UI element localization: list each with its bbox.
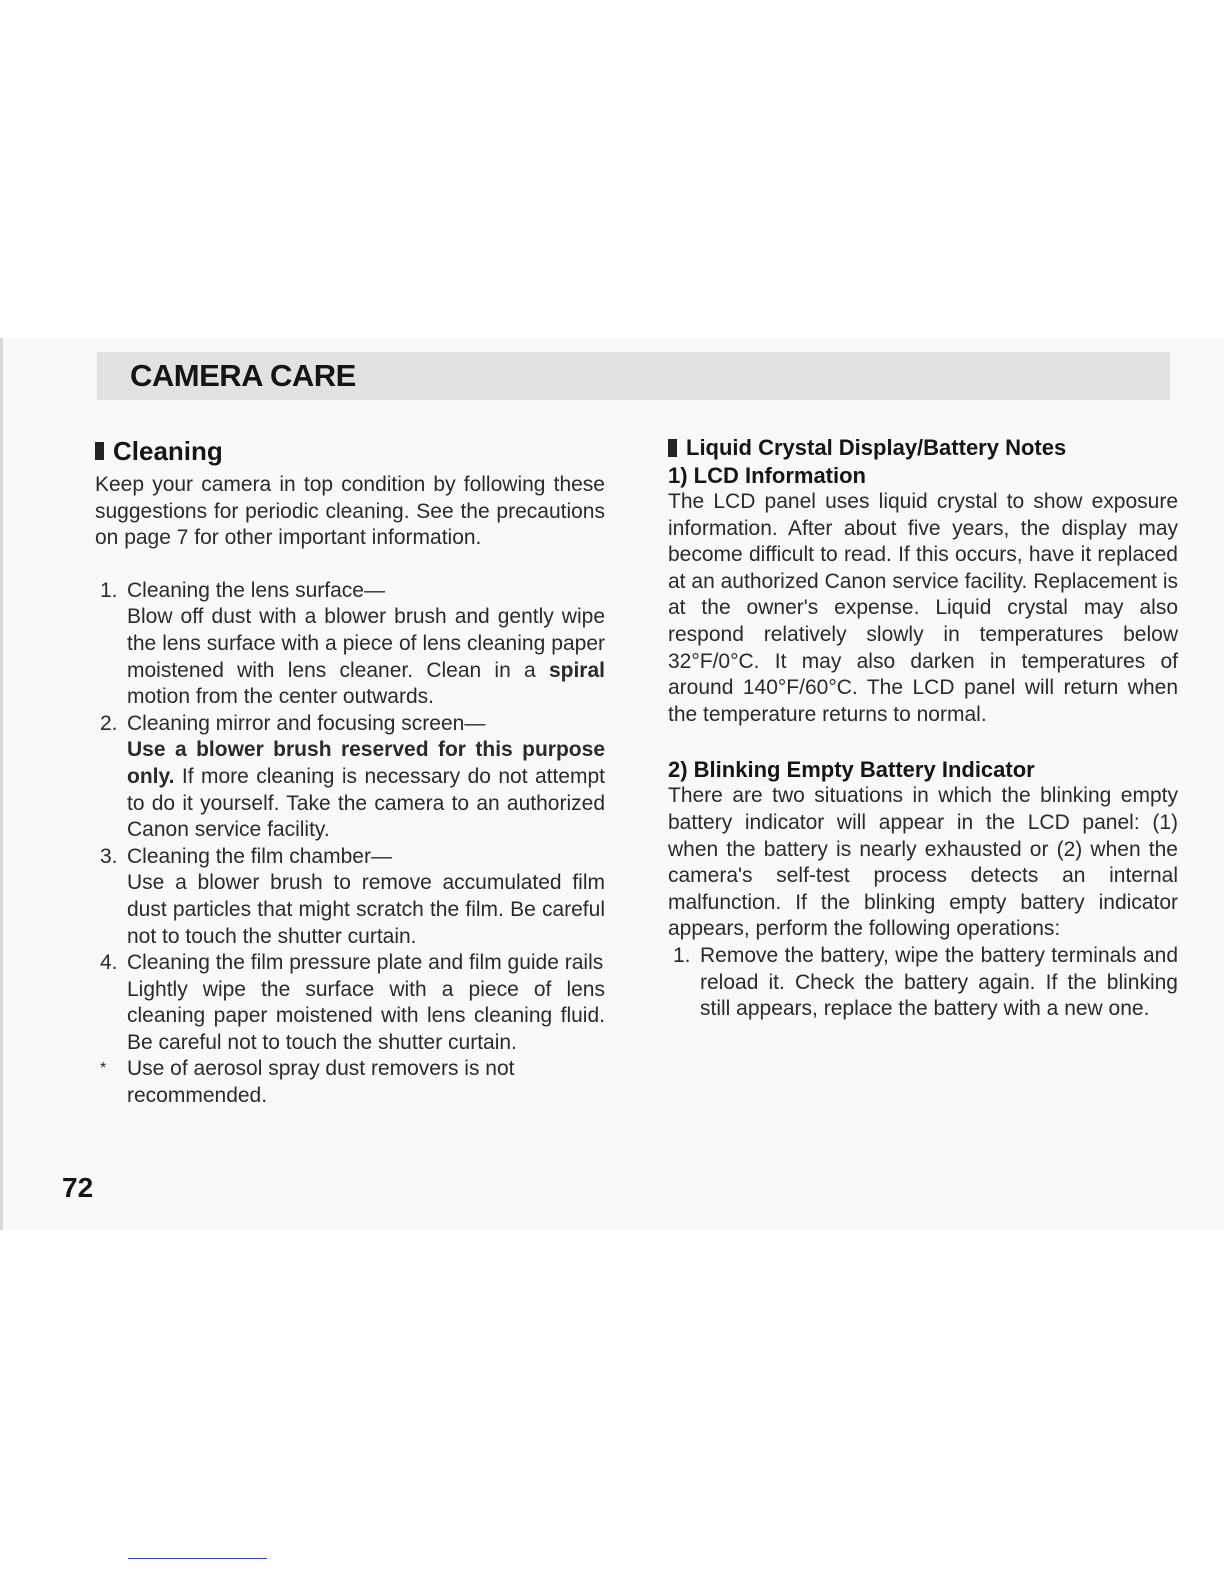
- item-heading: Cleaning the lens surface—: [127, 578, 385, 602]
- lcd-heading: [668, 434, 1178, 462]
- item-body: [127, 604, 605, 710]
- item-text: If more cleaning is necessary do not attempt to do it yourself. Take the camera to an authorized Canon service facility.: [127, 764, 605, 842]
- item-text: Blow off dust with a blower brush and gently wipe the lens surface with a piece of lens cleaning paper moistened with lens cleaner. Clean in a: [127, 605, 605, 682]
- cleaning-section: [95, 434, 605, 1110]
- item-heading: Cleaning the film pressure plate and film guide rails: [127, 951, 604, 975]
- item-heading: Cleaning mirror and focusing screen—: [127, 711, 486, 735]
- step-number: 1.: [673, 943, 691, 967]
- item-number: 1.: [100, 578, 118, 602]
- note-text: Use of aerosol spray dust removers is not recommended.: [127, 1057, 515, 1108]
- asterisk-mark: *: [100, 1060, 107, 1078]
- battery-body: There are two situations in which the blinking empty battery indicator will appear in the LCD panel: (1) when the battery is nearly exhausted or (2) when the camera's self-test process detects an internal malfunction. If the blinking empty battery indicator appears, perform the following operations:: [668, 784, 1178, 941]
- lcd-info-body: The LCD panel uses liquid crystal to show exposure information. After about five years, the display may become difficult to read. If this occurs, have it replaced at an authorized Canon service facility. Replacement is at the owner's expense. Liquid crystal may also respond relatively slowly in temperatures below 32°F/0°C. It may also darken in temperatures of around 140°F/60°C. The LCD panel will return when the temperature returns to normal.: [668, 490, 1178, 726]
- lcd-title: Liquid Crystal Display/Battery Notes: [686, 435, 1067, 460]
- battery-steps: [668, 943, 1178, 1023]
- item-number: 2.: [100, 711, 118, 735]
- list-item: [95, 578, 605, 711]
- list-item: [95, 950, 605, 1056]
- cleaning-title: Cleaning: [113, 436, 223, 466]
- footer-rule: [128, 1558, 267, 1559]
- list-item: [668, 943, 1178, 1023]
- battery-title: 2) Blinking Empty Battery Indicator: [668, 757, 1035, 783]
- item-body: Lightly wipe the surface with a piece of lens cleaning paper moistened with lens cleaning fluid. Be careful not to touch the shutter curtain.: [127, 977, 605, 1054]
- item-bold-text: spiral: [548, 658, 605, 682]
- cleaning-heading: [95, 434, 605, 468]
- lcd-battery-section: [668, 434, 1178, 1023]
- item-bold-text: Use a blower brush reserved for this purpose only.: [127, 738, 605, 788]
- square-bullet-icon: [668, 439, 677, 457]
- scan-edge: [0, 338, 3, 1230]
- step-text: Remove the battery, wipe the battery terminals and reload it. Check the battery again. If the blinking still appears, replace the battery with a new one.: [700, 943, 1178, 1021]
- cleaning-list: [95, 578, 605, 1057]
- item-heading: Cleaning the film chamber—: [127, 844, 392, 868]
- page-title: CAMERA CARE: [130, 358, 356, 393]
- square-bullet-icon: [95, 442, 104, 460]
- item-text: motion from the center outwards.: [127, 685, 434, 709]
- page-number: 72: [62, 1172, 94, 1203]
- list-item: [95, 844, 605, 950]
- item-body: [127, 737, 605, 843]
- item-number: 4.: [100, 951, 118, 975]
- aerosol-note: [95, 1056, 605, 1109]
- list-item: [95, 711, 605, 844]
- item-body: Use a blower brush to remove accumulated film dust particles that might scratch the film. Be careful not to touch the shutter curtain.: [127, 871, 605, 948]
- cleaning-intro: Keep your camera in top condition by following these suggestions for periodic cleaning. See the precautions on page 7 for other important information.: [95, 473, 605, 550]
- item-number: 3.: [100, 844, 118, 868]
- lcd-info-title: 1) LCD Information: [668, 463, 866, 488]
